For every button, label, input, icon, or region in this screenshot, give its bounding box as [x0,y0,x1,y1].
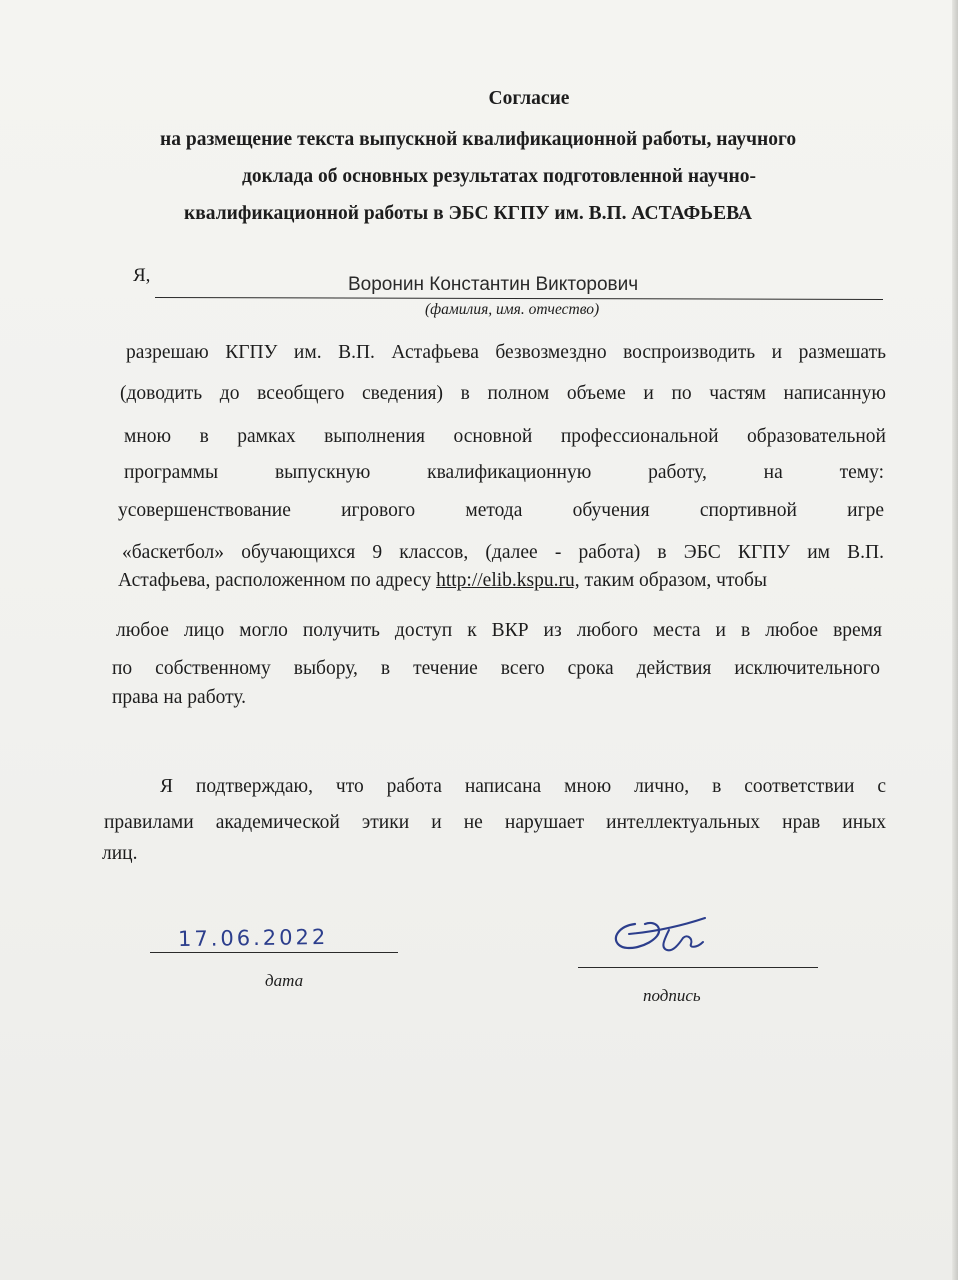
body-line-9: по собственному выбору, в течение всего срока действия исключительного [112,658,880,679]
elib-link[interactable]: http://elib.kspu.ru, [436,570,580,591]
body-line-10: права на работу. [112,687,247,708]
signature-underline [578,967,818,968]
signature-caption: подпись [643,986,701,1005]
page-edge-shadow [952,0,958,1280]
confirm-line-2: правилами академической этики и не нарушает интеллектуальных нрав иных [104,812,886,833]
body-line-3: мною в рамках выполнения основной профессиональной образовательной [124,426,886,447]
body-line-6: «баскетбол» обучающихся 9 классов, (далее - работа) в ЭБС КГПУ им В.П. [122,542,884,563]
body-line-7 [118,570,767,592]
full-name-value: Воронин Константин Викторович [348,274,639,295]
consent-paragraph-8 [116,614,882,647]
body-line-2: (доводить до всеобщего сведения) в полном объеме и по частям написанную [120,383,886,404]
body-line-7-end: таким образом, чтобы [584,570,768,591]
body-line-8: любое лицо могло получить доступ к ВКР из любого места и в любое время [116,620,882,641]
consent-paragraph-2 [120,377,886,410]
consent-paragraph-4 [124,456,884,489]
confirm-paragraph [160,770,886,803]
body-line-7-start: Астафьева, расположенном по адресу [118,570,432,591]
name-caption: (фамилия, имя. отчество) [425,301,600,318]
consent-paragraph [126,336,886,369]
ya-label: Я, [133,265,151,286]
date-underline [150,952,398,953]
consent-paragraph-9 [112,652,880,685]
document-title: Согласие [488,88,570,109]
confirm-paragraph-2 [104,806,886,839]
body-line-1: разрешаю КГПУ им. В.П. Астафьева безвозмездно воспроизводить и размешать [126,342,886,363]
handwritten-date: 17.06.2022 [177,924,329,952]
heading-line-2: доклада об основных результатах подготовленной научно- [242,166,757,187]
date-caption: дата [265,971,304,990]
consent-paragraph-6 [122,536,884,569]
handwritten-signature-icon [605,912,715,960]
body-line-4: программы выпускную квалификационную работу, на тему: [124,462,884,483]
body-line-5: усовершенствование игрового метода обучения спортивной игре [118,500,884,521]
heading-line-3: квалификационной работы в ЭБС КГПУ им. В.П. АСТАФЬЕВА [184,203,752,224]
name-underline [155,297,883,300]
confirm-line-1: Я подтверждаю, что работа написана мною лично, в соответствии с [160,776,886,797]
consent-paragraph-3 [124,420,886,453]
heading-line-1: на размещение текста выпускной квалификационной работы, научного [160,129,797,150]
consent-paragraph-5 [118,494,884,527]
confirm-line-3: лиц. [102,843,138,864]
